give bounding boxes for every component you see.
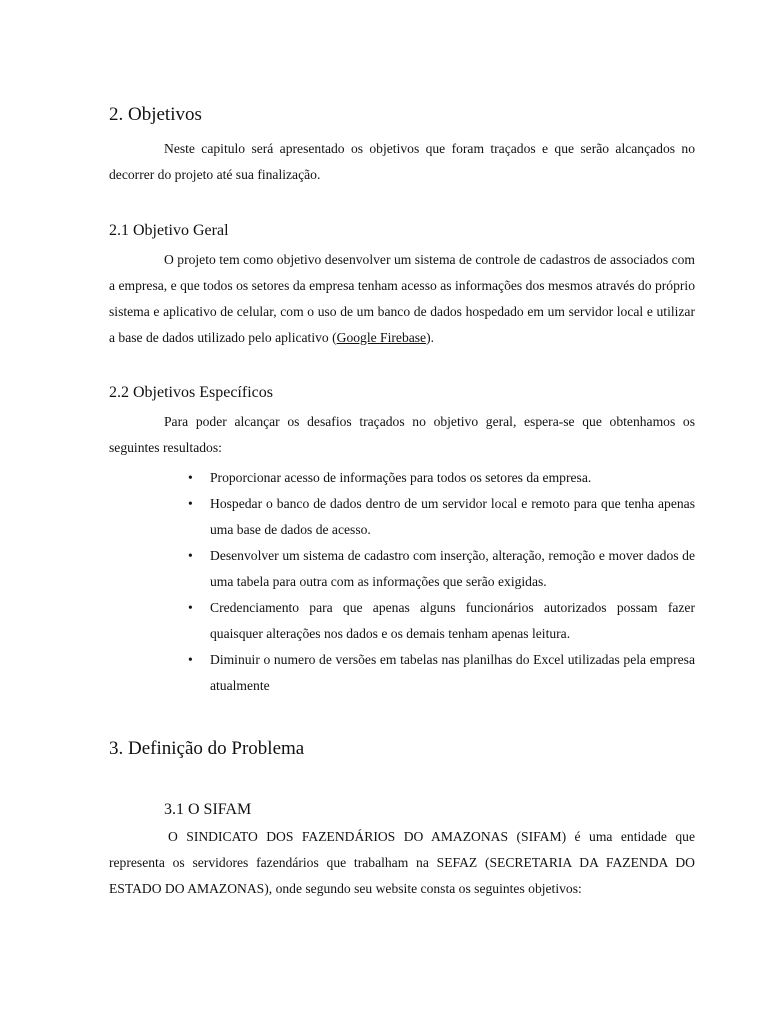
section-2-1-text-end: ). (426, 330, 435, 345)
bullet-icon: • (188, 470, 193, 485)
objectives-list (109, 465, 695, 699)
list-item-text: Desenvolver um sistema de cadastro com inserção, alteração, remoção e mover dados de uma tabela para outra com as informações que serão exigidas. (210, 548, 695, 589)
section-3-1-paragraph: O SINDICATO DOS FAZENDÁRIOS DO AMAZONAS (SIFAM) é uma entidade que representa os servidores fazendários que trabalham na SEFAZ (SECRETARIA DA FAZENDA DO ESTADO DO AMAZONAS), onde segundo seu website consta os seguintes objetivos: (109, 829, 695, 896)
bullet-icon: • (188, 600, 193, 615)
section-2-2-intro: Para poder alcançar os desafios traçados no objetivo geral, espera-se que obtenhamos os seguintes resultados: (109, 414, 695, 455)
google-firebase-link[interactable]: Google Firebase (336, 330, 427, 345)
list-item (109, 465, 695, 491)
bullet-icon: • (188, 496, 193, 511)
section-2-intro: Neste capitulo será apresentado os objetivos que foram traçados e que serão alcançados no decorrer do projeto até sua finalização. (109, 141, 695, 182)
section-2-1-title: 2.1 Objetivo Geral (109, 222, 229, 239)
list-item-text: Diminuir o numero de versões em tabelas nas planilhas do Excel utilizadas pela empresa atualmente (210, 652, 695, 693)
section-3-1-title: 3.1 O SIFAM (164, 801, 252, 818)
list-item (109, 647, 695, 699)
list-item (109, 595, 695, 647)
list-item-text: Credenciamento para que apenas alguns funcionários autorizados possam fazer quaisquer alterações nos dados e os demais tenham apenas leitura. (210, 600, 695, 641)
bullet-icon: • (188, 548, 193, 563)
list-item-text: Hospedar o banco de dados dentro de um servidor local e remoto para que tenha apenas uma base de dados de acesso. (210, 496, 695, 537)
section-2-1-text: O projeto tem como objetivo desenvolver um sistema de controle de cadastros de associados com a empresa, e que todos os setores da empresa tenham acesso as informações dos mesmos através do próprio sistema e aplicativo de celular, com o uso de um banco de dados hospedado em um servidor local e utilizar a base de dados utilizado pelo aplicativo ( (109, 252, 695, 345)
list-item (109, 491, 695, 543)
section-2-2-title: 2.2 Objetivos Específicos (109, 384, 273, 401)
list-item (109, 543, 695, 595)
section-2-title: 2. Objetivos (109, 104, 202, 125)
section-2-1-paragraph (109, 247, 695, 351)
page-content (109, 0, 695, 902)
section-3-title: 3. Definição do Problema (109, 738, 305, 759)
bullet-icon: • (188, 652, 193, 667)
list-item-text: Proporcionar acesso de informações para todos os setores da empresa. (210, 470, 592, 485)
